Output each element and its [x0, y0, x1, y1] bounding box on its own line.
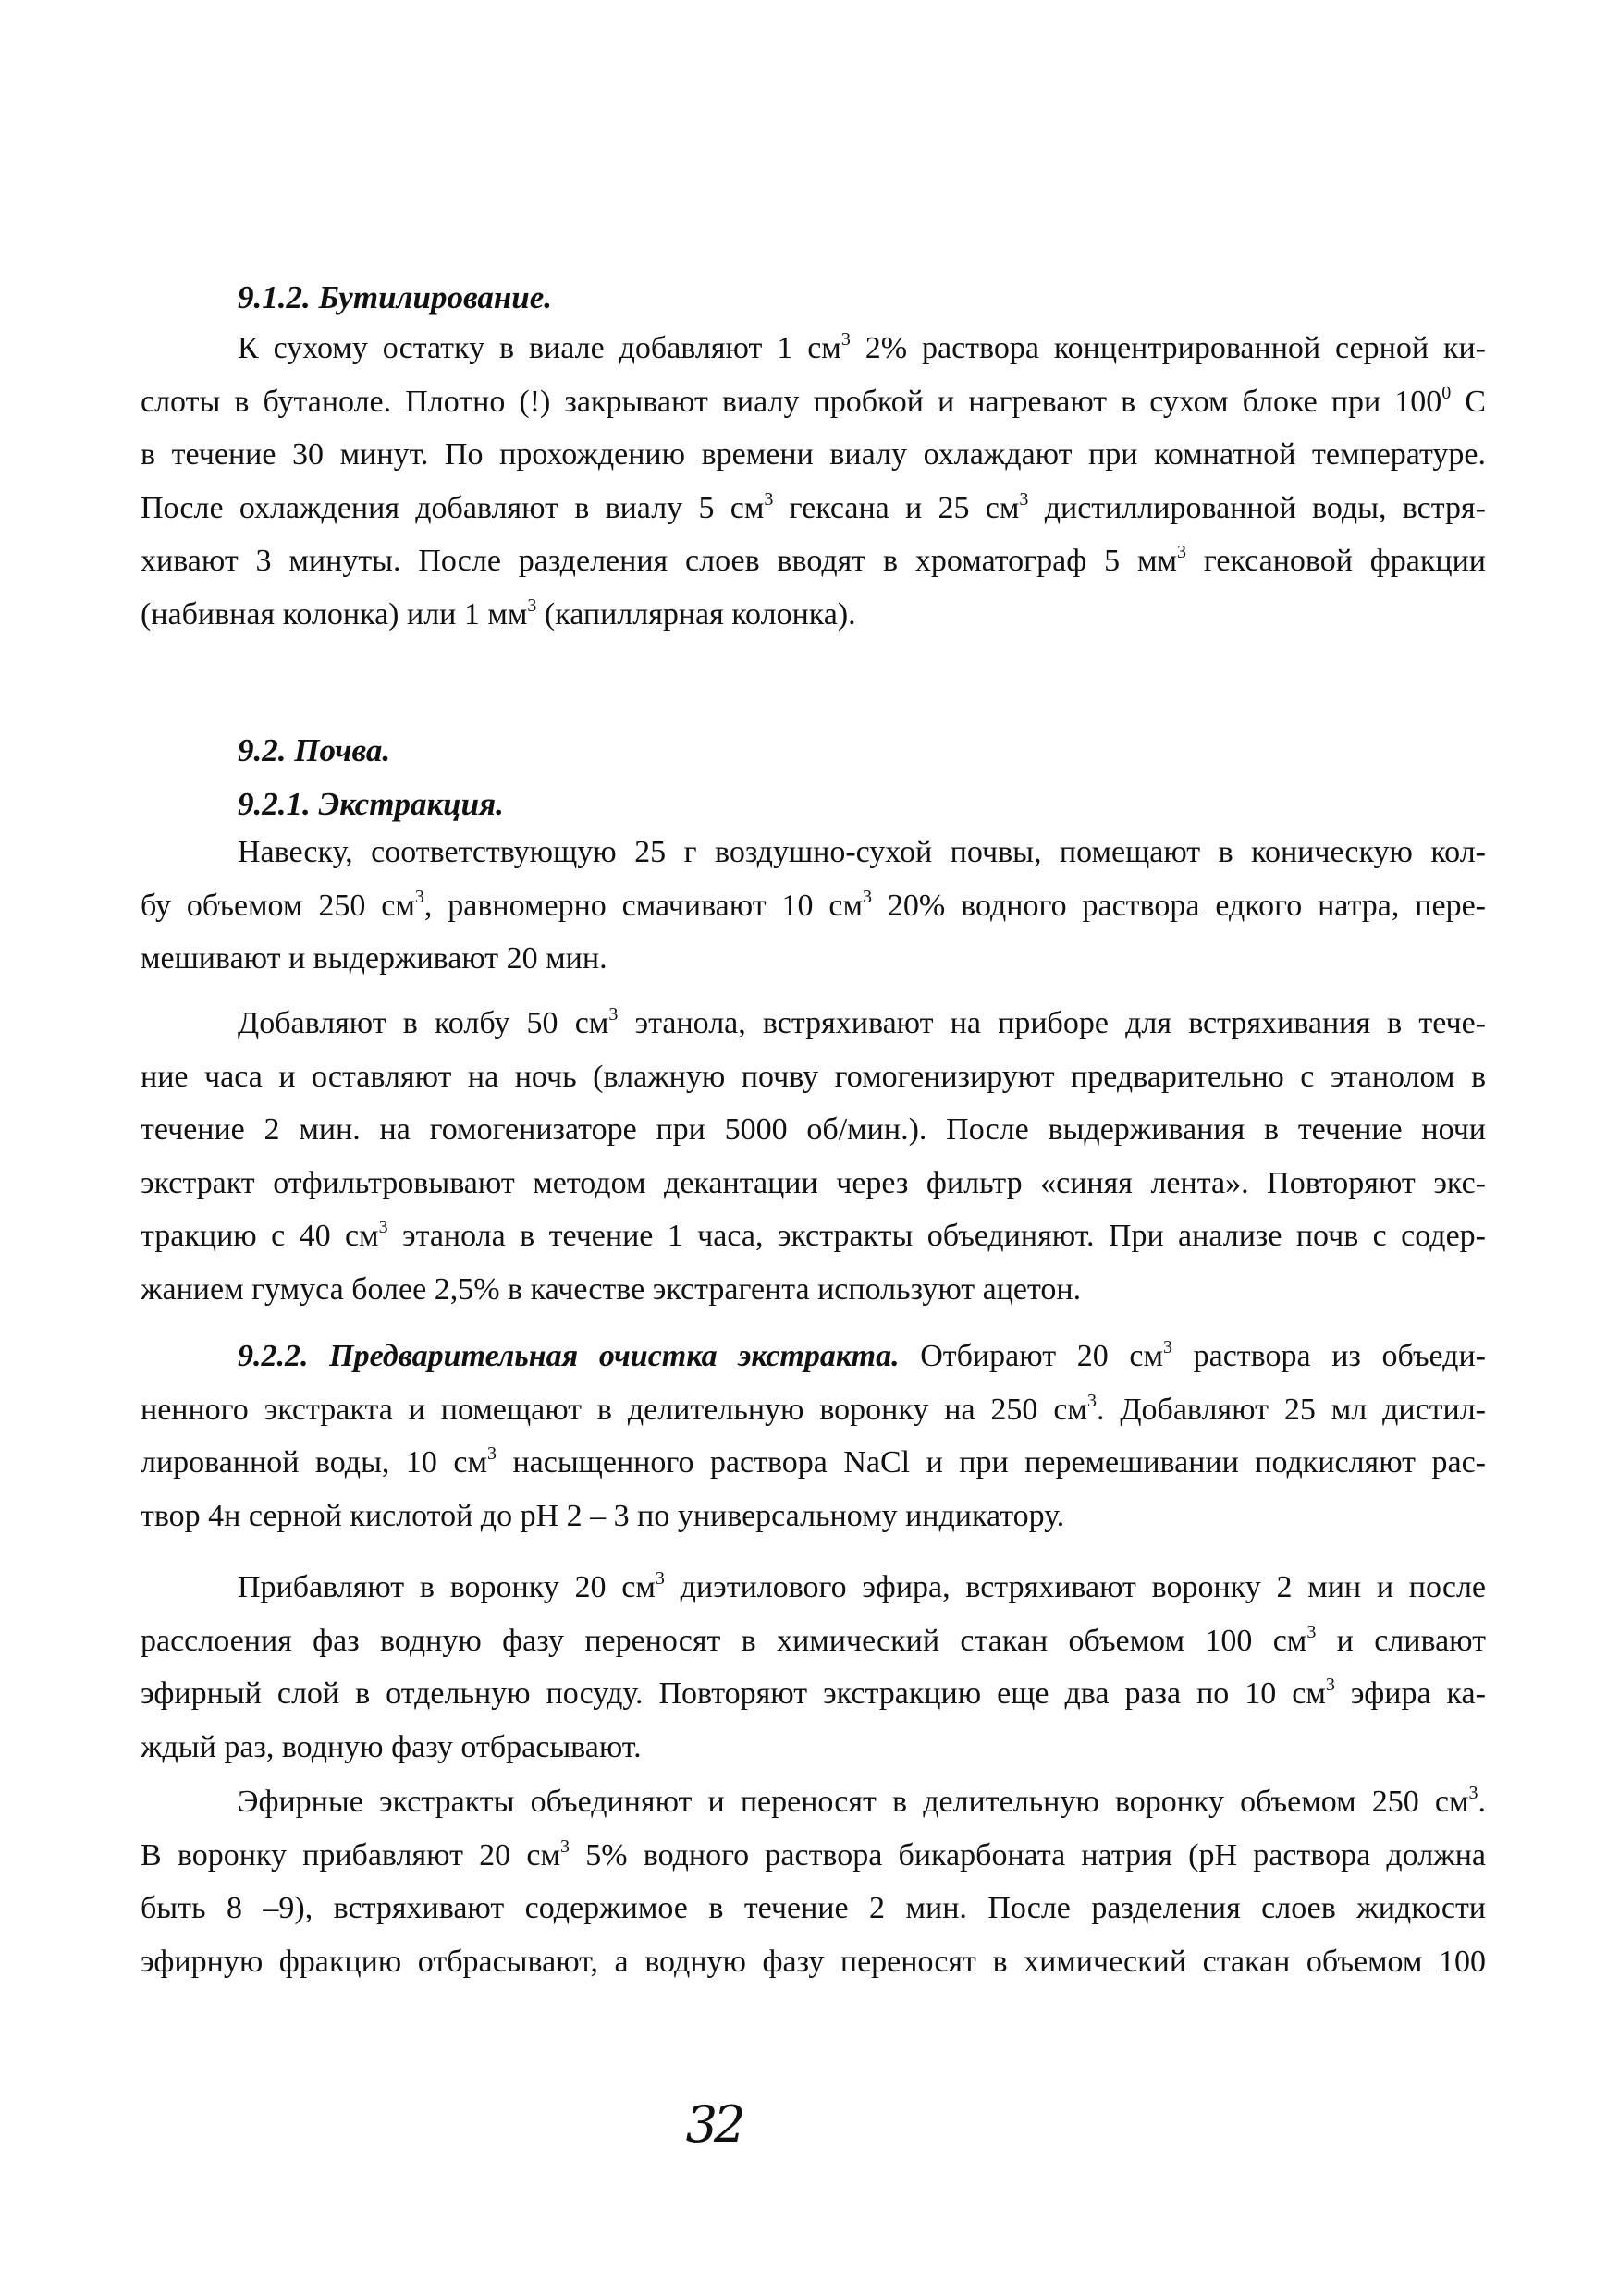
text-run: экстракт отфильтровывают методом декантации через фильтр «синяя лента». Повторяют экс- [141, 1165, 1486, 1200]
text-line [141, 375, 1486, 429]
text-line [141, 1103, 1486, 1157]
text-run: (капиллярная колонка). [536, 596, 856, 632]
text-run: К сухому остатку в виале добавляют 1 см [238, 331, 841, 365]
page-number: 32 [685, 2095, 742, 2154]
text-line [141, 1436, 1486, 1490]
text-line [141, 1882, 1486, 1935]
paragraph-purification-3 [141, 1775, 1486, 1988]
superscript: 3 [378, 1217, 388, 1238]
text-run: этанола в течение 1 часа, экстракты объединяют. При анализе почв с содер- [387, 1219, 1486, 1254]
text-run: эфирный слой в отдельную посуду. Повторяют экстракцию еще два раза по 10 см [141, 1676, 1326, 1712]
text-run: мешивают и выдерживают 20 мин. [141, 941, 607, 976]
text-run: Добавляют в колбу 50 см [238, 1006, 609, 1040]
text-line [141, 997, 1486, 1050]
text-run: этанола, встряхивают на приборе для встряхивания в тече- [618, 1006, 1486, 1040]
superscript: 3 [1306, 1621, 1317, 1642]
superscript: 3 [560, 1836, 570, 1857]
text-line [141, 1157, 1486, 1210]
text-run: твор 4н серной кислотой до pH 2 – 3 по универсальному индикатору. [141, 1498, 1065, 1533]
text-run: В воронку прибавляют 20 см [141, 1837, 560, 1872]
text-line [141, 1561, 1486, 1615]
text-run: жанием гумуса более 2,5% в качестве экстрагента используют ацетон. [141, 1271, 1082, 1307]
superscript: 3 [764, 488, 774, 510]
superscript: 3 [1019, 488, 1029, 510]
text-run: гексана и 25 см [773, 490, 1020, 525]
superscript: 3 [1325, 1675, 1335, 1696]
text-line [141, 534, 1486, 588]
text-run: в течение 30 минут. По прохождению времени виалу охлаждают при комнатной температуре. [141, 437, 1486, 473]
superscript: 3 [414, 886, 424, 907]
text-line [141, 1263, 1486, 1317]
text-line [141, 428, 1486, 482]
text-run: расслоения фаз водную фазу переносят в химический стакан объемом 100 см [141, 1623, 1307, 1658]
text-line [141, 482, 1486, 535]
superscript: 3 [1162, 1337, 1172, 1357]
paragraph-butylation [141, 322, 1486, 642]
text-line [141, 1667, 1486, 1721]
text-line [141, 826, 1486, 879]
text-run: лированной воды, 10 см [141, 1445, 487, 1480]
paragraph-purification-1 [141, 1330, 1486, 1542]
text-run: эфира ка- [1334, 1676, 1486, 1712]
text-run: Отбирают 20 см [899, 1339, 1163, 1373]
text-line [141, 1829, 1486, 1883]
text-run: насыщенного раствора NaCl и при перемешивании подкисляют рас- [496, 1445, 1486, 1480]
paragraph-purification-2 [141, 1561, 1486, 1774]
text-run: хивают 3 минуты. После разделения слоев вводят в хроматограф 5 мм [141, 544, 1177, 579]
text-run: . Добавляют 25 мл дистил- [1096, 1392, 1487, 1427]
text-line [141, 1050, 1486, 1104]
superscript: 3 [1468, 1783, 1478, 1803]
section-heading-butylation: 9.1.2. Бутилирование. [238, 279, 553, 315]
text-run: 5% водного раствора бикарбоната натрия (pH раствора должна [570, 1837, 1487, 1872]
superscript: 3 [1177, 542, 1186, 563]
text-line [141, 1615, 1486, 1668]
text-line [141, 322, 1486, 375]
text-line [141, 1490, 1486, 1543]
text-run: . [1478, 1785, 1486, 1819]
text-run: течение 2 мин. на гомогенизаторе при 5000 об/мин.). После выдерживания в течение ночи [141, 1112, 1486, 1148]
text-run: Эфирные экстракты объединяют и переносят в делительную воронку объемом 250 см [238, 1785, 1469, 1819]
text-run: Прибавляют в воронку 20 см [238, 1570, 656, 1604]
text-run: 20% водного раствора едкого натра, пере- [872, 888, 1486, 923]
text-run: (набивная колонка) или 1 мм [141, 596, 528, 632]
text-run: , равномерно смачивают 10 см [423, 888, 864, 923]
text-run: диэтилового эфира, встряхивают воронку 2 мин и после [664, 1570, 1486, 1604]
paragraph-extraction-2 [141, 997, 1486, 1317]
text-run: ненного экстракта и помещают в делительную воронку на 250 см [141, 1392, 1087, 1427]
superscript: 3 [863, 886, 873, 907]
text-run: слоты в бутаноле. Плотно (!) закрывают виалу пробкой и нагревают в сухом блоке при 100 [141, 384, 1442, 419]
text-run: быть 8 –9), встряхивают содержимое в течение 2 мин. После разделения слоев жидкости [141, 1891, 1486, 1926]
text-run: 2% раствора концентрированной серной ки- [850, 331, 1486, 365]
superscript: 3 [1086, 1390, 1097, 1411]
superscript: 3 [655, 1568, 665, 1589]
superscript: 3 [840, 329, 851, 350]
text-line [141, 1209, 1486, 1263]
section-heading-purification: 9.2.2. Предварительная очистка экстракта. [238, 1339, 900, 1373]
text-run: и сливают [1316, 1623, 1486, 1658]
text-run: тракцию с 40 см [141, 1219, 379, 1254]
text-run: ние часа и оставляют на ночь (влажную почву гомогенизируют предварительно с этанолом в [141, 1059, 1486, 1094]
text-run: ждый раз, водную фазу отбрасывают. [141, 1729, 642, 1764]
section-heading-soil: 9.2. Почва. [238, 732, 391, 768]
text-line [141, 1383, 1486, 1437]
text-run: дистиллированной воды, встря- [1028, 490, 1486, 525]
superscript: 3 [527, 595, 537, 616]
text-run: эфирную фракцию отбрасывают, а водную фазу переносят в химический стакан объемом 100 [141, 1944, 1486, 1979]
text-run: раствора из объеди- [1171, 1339, 1486, 1373]
text-line [141, 1935, 1486, 1989]
text-line [141, 1775, 1486, 1829]
text-run: С [1451, 384, 1486, 419]
superscript: 0 [1441, 382, 1452, 403]
section-heading-extraction: 9.2.1. Экстракция. [238, 786, 504, 822]
text-line [141, 1330, 1486, 1383]
text-line [141, 1721, 1486, 1774]
text-run: гексановой фракции [1186, 544, 1486, 579]
text-run: После охлаждения добавляют в виалу 5 см [141, 490, 765, 525]
text-line [141, 879, 1486, 933]
text-line [141, 932, 1486, 986]
text-line [141, 588, 1486, 642]
text-run: Навеску, соответствующую 25 г воздушно-сухой почвы, помещают в коническую кол- [238, 835, 1486, 869]
text-run: бу объемом 250 см [141, 888, 415, 923]
superscript: 3 [608, 1004, 619, 1025]
paragraph-extraction-1 [141, 826, 1486, 986]
superscript: 3 [486, 1443, 497, 1465]
